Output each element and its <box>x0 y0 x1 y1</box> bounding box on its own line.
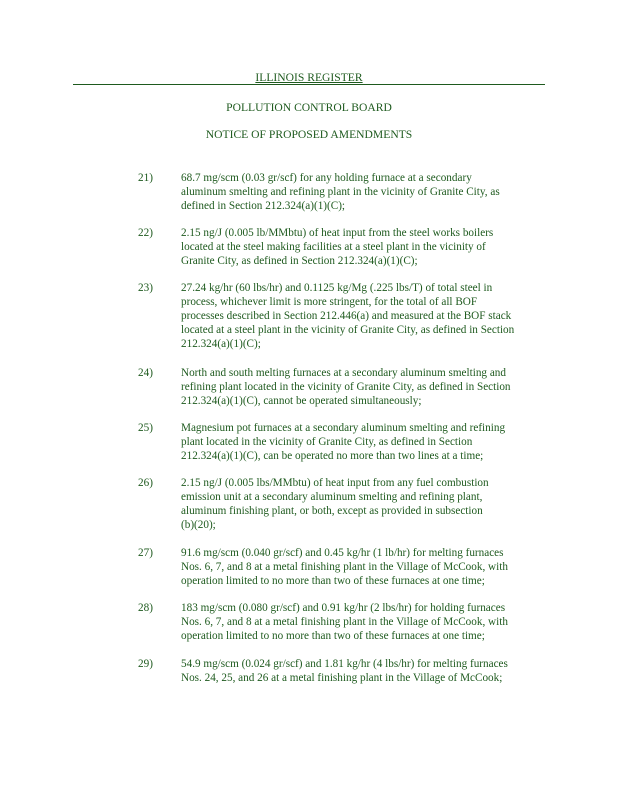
item-text: Magnesium pot furnaces at a secondary aluminum smelting and refining plant located in the vicinity of Granite City, as defined in Section 212.324(a)(1)(C), can be operated no more than two lines at a time; <box>181 422 506 462</box>
item-number: 26) <box>138 477 153 489</box>
item-text: 54.9 mg/scm (0.024 gr/scf) and 1.81 kg/hr (4 lbs/hr) for melting furnaces Nos. 24, 25, and 26 at a metal finishing plant in the Village of McCook; <box>181 658 508 684</box>
board-title: POLLUTION CONTROL BOARD <box>226 101 392 114</box>
item-number: 22) <box>138 227 153 239</box>
item-text: 91.6 mg/scm (0.040 gr/scf) and 0.45 kg/hr (1 lb/hr) for melting furnaces Nos. 6, 7, and 8 at a metal finishing plant in the Village of McCook, with operation limited to no more than two of these furnaces at one time; <box>181 547 508 587</box>
item-number: 28) <box>138 602 153 614</box>
item-text: 27.24 kg/hr (60 lbs/hr) and 0.1125 kg/Mg (.225 lbs/T) of total steel in process, whichever limit is more stringent, for the total of all BOF processes described in Section 212.446(a) and measured at the BOF stack located at a steel plant in the vicinity of Granite City, as defined in Section 212.324(a)(1)(C); <box>181 282 515 350</box>
item-number: 21) <box>138 172 153 184</box>
item-number: 25) <box>138 422 153 434</box>
item-number: 23) <box>138 282 153 294</box>
register-title: ILLINOIS REGISTER <box>255 71 363 84</box>
item-text: 2.15 ng/J (0.005 lb/MMbtu) of heat input from the steel works boilers located at the steel making facilities at a steel plant in the vicinity of Granite City, as defined in Section 212.324(a)(1)(C); <box>181 227 494 267</box>
notice-title: NOTICE OF PROPOSED AMENDMENTS <box>205 128 413 141</box>
item-text: 2.15 ng/J (0.005 lbs/MMbtu) of heat input from any fuel combustion emission unit at a secondary aluminum smelting and refining plant, aluminum finishing plant, or both, except as provided in subsection (b)(20); <box>181 477 489 531</box>
item-number: 29) <box>138 658 153 670</box>
item-number: 24) <box>138 367 153 379</box>
item-text: 183 mg/scm (0.080 gr/scf) and 0.91 kg/hr (2 lbs/hr) for holding furnaces Nos. 6, 7, and 8 at a metal finishing plant in the Village of McCook, with operation limited to no more than two of these furnaces at one time; <box>181 602 508 642</box>
item-number: 27) <box>138 547 153 559</box>
item-text: 68.7 mg/scm (0.03 gr/scf) for any holding furnace at a secondary aluminum smelting and refining plant in the vicinity of Granite City, as defined in Section 212.324(a)(1)(C); <box>181 172 500 212</box>
item-text: North and south melting furnaces at a secondary aluminum smelting and refining plant located in the vicinity of Granite City, as defined in Section 212.324(a)(1)(C), cannot be operated simultaneously; <box>181 367 511 407</box>
